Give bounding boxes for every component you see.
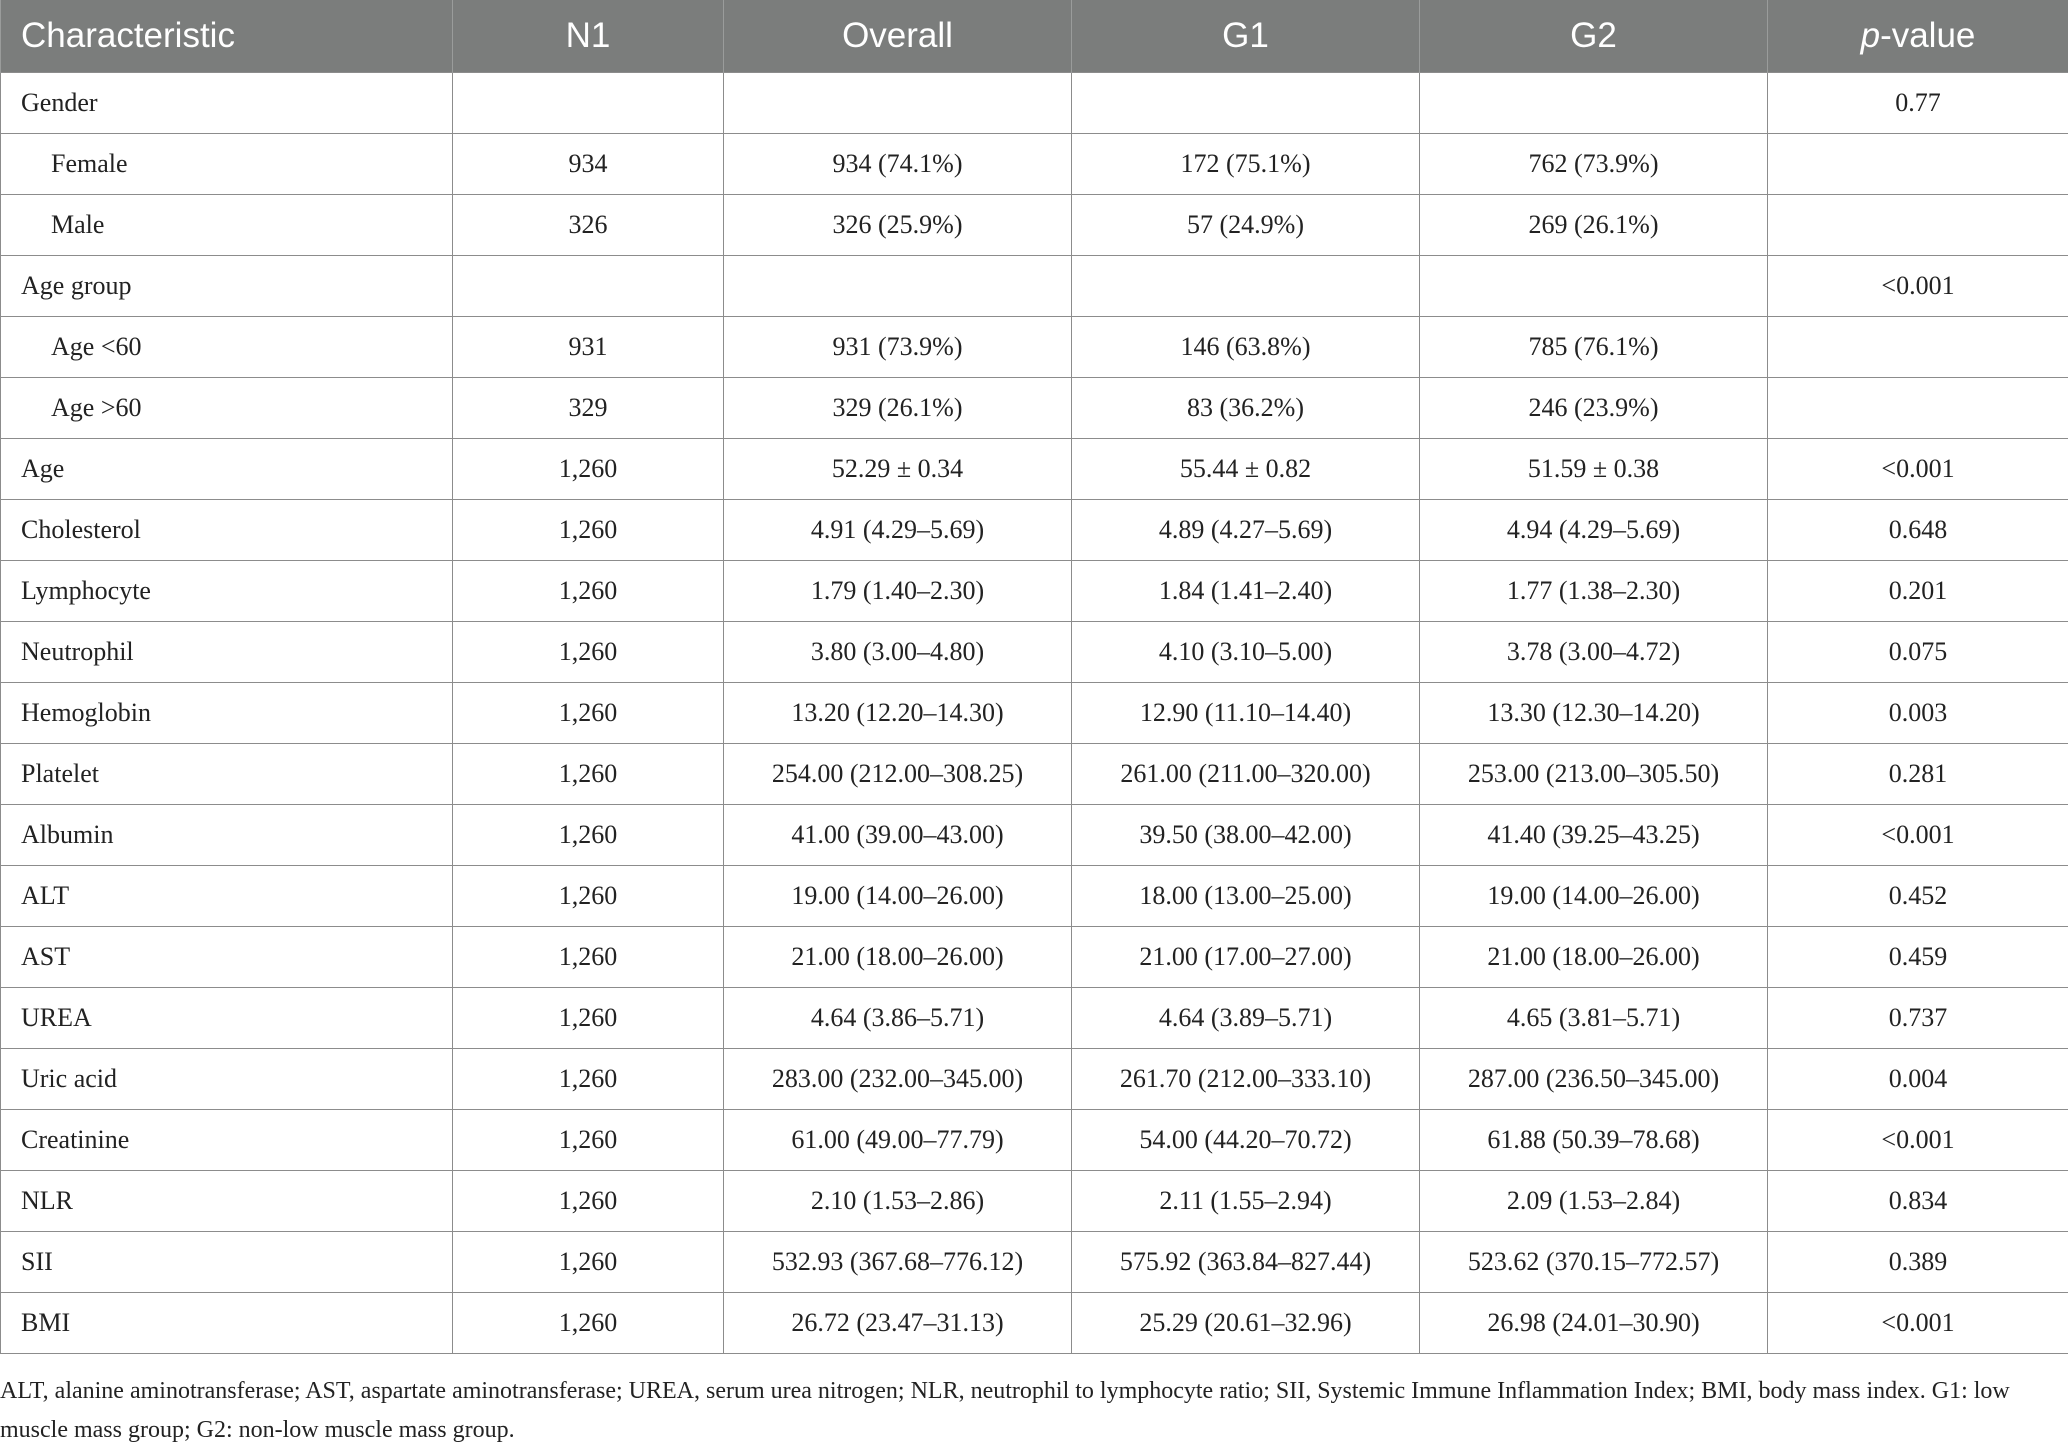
table-row [1, 805, 2068, 866]
characteristic-cell: Age [1, 439, 453, 500]
table-row [1, 1049, 2068, 1110]
overall-cell: 13.20 (12.20–14.30) [724, 683, 1072, 744]
p-value-cell: 0.77 [1768, 73, 2068, 134]
p-value-cell: <0.001 [1768, 1293, 2068, 1354]
characteristic-cell: ALT [1, 866, 453, 927]
g1-cell: 146 (63.8%) [1072, 317, 1420, 378]
table-body [1, 73, 2068, 1354]
g2-cell: 26.98 (24.01–30.90) [1420, 1293, 1768, 1354]
characteristic-cell: Cholesterol [1, 500, 453, 561]
g1-cell: 57 (24.9%) [1072, 195, 1420, 256]
g2-cell: 1.77 (1.38–2.30) [1420, 561, 1768, 622]
n1-cell: 1,260 [453, 1171, 724, 1232]
overall-cell: 3.80 (3.00–4.80) [724, 622, 1072, 683]
characteristic-cell: UREA [1, 988, 453, 1049]
overall-cell: 26.72 (23.47–31.13) [724, 1293, 1072, 1354]
n1-cell: 1,260 [453, 1232, 724, 1293]
g1-cell: 21.00 (17.00–27.00) [1072, 927, 1420, 988]
g2-cell: 13.30 (12.30–14.20) [1420, 683, 1768, 744]
table-row [1, 622, 2068, 683]
p-value-cell: <0.001 [1768, 805, 2068, 866]
characteristic-cell: Albumin [1, 805, 453, 866]
header-p-value [1768, 0, 2068, 73]
g1-cell [1072, 73, 1420, 134]
n1-cell: 1,260 [453, 866, 724, 927]
n1-cell: 1,260 [453, 744, 724, 805]
g1-cell: 2.11 (1.55–2.94) [1072, 1171, 1420, 1232]
n1-cell [453, 73, 724, 134]
overall-cell: 41.00 (39.00–43.00) [724, 805, 1072, 866]
characteristic-cell: Male [1, 195, 453, 256]
header-overall: Overall [724, 0, 1072, 73]
n1-cell [453, 256, 724, 317]
n1-cell: 1,260 [453, 1110, 724, 1171]
g1-cell: 4.89 (4.27–5.69) [1072, 500, 1420, 561]
header-row [1, 0, 2068, 73]
overall-cell: 61.00 (49.00–77.79) [724, 1110, 1072, 1171]
characteristic-cell: Age >60 [1, 378, 453, 439]
table-row [1, 866, 2068, 927]
table-row [1, 927, 2068, 988]
overall-cell: 4.64 (3.86–5.71) [724, 988, 1072, 1049]
overall-cell: 532.93 (367.68–776.12) [724, 1232, 1072, 1293]
p-value-cell [1768, 134, 2068, 195]
p-value-cell: 0.389 [1768, 1232, 2068, 1293]
g1-cell: 261.70 (212.00–333.10) [1072, 1049, 1420, 1110]
overall-cell: 254.00 (212.00–308.25) [724, 744, 1072, 805]
g2-cell: 785 (76.1%) [1420, 317, 1768, 378]
n1-cell: 1,260 [453, 622, 724, 683]
n1-cell: 326 [453, 195, 724, 256]
n1-cell: 1,260 [453, 927, 724, 988]
g1-cell: 4.10 (3.10–5.00) [1072, 622, 1420, 683]
overall-cell: 326 (25.9%) [724, 195, 1072, 256]
overall-cell [724, 73, 1072, 134]
characteristic-cell: SII [1, 1232, 453, 1293]
overall-cell: 19.00 (14.00–26.00) [724, 866, 1072, 927]
p-value-cell: 0.281 [1768, 744, 2068, 805]
g2-cell: 523.62 (370.15–772.57) [1420, 1232, 1768, 1293]
characteristic-cell: Age <60 [1, 317, 453, 378]
characteristic-cell: Gender [1, 73, 453, 134]
characteristic-cell: Neutrophil [1, 622, 453, 683]
p-value-cell: <0.001 [1768, 439, 2068, 500]
overall-cell: 329 (26.1%) [724, 378, 1072, 439]
g2-cell [1420, 73, 1768, 134]
p-value-cell: 0.003 [1768, 683, 2068, 744]
g2-cell: 269 (26.1%) [1420, 195, 1768, 256]
n1-cell: 1,260 [453, 561, 724, 622]
g2-cell: 3.78 (3.00–4.72) [1420, 622, 1768, 683]
header-p-italic: p [1860, 16, 1881, 55]
g1-cell: 261.00 (211.00–320.00) [1072, 744, 1420, 805]
g2-cell: 287.00 (236.50–345.00) [1420, 1049, 1768, 1110]
characteristic-cell: Female [1, 134, 453, 195]
overall-cell: 21.00 (18.00–26.00) [724, 927, 1072, 988]
characteristic-cell: NLR [1, 1171, 453, 1232]
table-row [1, 500, 2068, 561]
g2-cell: 21.00 (18.00–26.00) [1420, 927, 1768, 988]
g1-cell: 12.90 (11.10–14.40) [1072, 683, 1420, 744]
table-row [1, 134, 2068, 195]
characteristic-cell: Age group [1, 256, 453, 317]
g1-cell: 18.00 (13.00–25.00) [1072, 866, 1420, 927]
table-row [1, 439, 2068, 500]
g1-cell: 575.92 (363.84–827.44) [1072, 1232, 1420, 1293]
g1-cell: 54.00 (44.20–70.72) [1072, 1110, 1420, 1171]
characteristic-cell: Creatinine [1, 1110, 453, 1171]
overall-cell: 934 (74.1%) [724, 134, 1072, 195]
p-value-cell: 0.737 [1768, 988, 2068, 1049]
n1-cell: 1,260 [453, 439, 724, 500]
table-row [1, 1110, 2068, 1171]
table-row [1, 73, 2068, 134]
characteristic-cell: Hemoglobin [1, 683, 453, 744]
n1-cell: 934 [453, 134, 724, 195]
p-value-cell: 0.201 [1768, 561, 2068, 622]
characteristic-cell: AST [1, 927, 453, 988]
n1-cell: 329 [453, 378, 724, 439]
header-p-suffix: -value [1880, 16, 1976, 55]
overall-cell: 283.00 (232.00–345.00) [724, 1049, 1072, 1110]
table-row [1, 317, 2068, 378]
table-row [1, 195, 2068, 256]
p-value-cell: <0.001 [1768, 256, 2068, 317]
g2-cell: 19.00 (14.00–26.00) [1420, 866, 1768, 927]
n1-cell: 1,260 [453, 988, 724, 1049]
g2-cell: 4.65 (3.81–5.71) [1420, 988, 1768, 1049]
n1-cell: 1,260 [453, 1293, 724, 1354]
g2-cell: 61.88 (50.39–78.68) [1420, 1110, 1768, 1171]
g2-cell: 2.09 (1.53–2.84) [1420, 1171, 1768, 1232]
g1-cell [1072, 256, 1420, 317]
table-row [1, 561, 2068, 622]
characteristic-cell: Platelet [1, 744, 453, 805]
table-row [1, 378, 2068, 439]
header-characteristic: Characteristic [1, 0, 453, 73]
table-row [1, 988, 2068, 1049]
g1-cell: 25.29 (20.61–32.96) [1072, 1293, 1420, 1354]
header-g1: G1 [1072, 0, 1420, 73]
g1-cell: 4.64 (3.89–5.71) [1072, 988, 1420, 1049]
p-value-cell: 0.834 [1768, 1171, 2068, 1232]
characteristic-cell: Lymphocyte [1, 561, 453, 622]
n1-cell: 1,260 [453, 1049, 724, 1110]
g2-cell: 762 (73.9%) [1420, 134, 1768, 195]
n1-cell: 931 [453, 317, 724, 378]
g1-cell: 172 (75.1%) [1072, 134, 1420, 195]
table-row [1, 744, 2068, 805]
overall-cell: 931 (73.9%) [724, 317, 1072, 378]
g2-cell: 41.40 (39.25–43.25) [1420, 805, 1768, 866]
header-g2: G2 [1420, 0, 1768, 73]
p-value-cell: 0.004 [1768, 1049, 2068, 1110]
p-value-cell [1768, 378, 2068, 439]
n1-cell: 1,260 [453, 805, 724, 866]
p-value-cell [1768, 195, 2068, 256]
p-value-cell: 0.075 [1768, 622, 2068, 683]
table-row [1, 256, 2068, 317]
overall-cell: 1.79 (1.40–2.30) [724, 561, 1072, 622]
p-value-cell: 0.459 [1768, 927, 2068, 988]
p-value-cell [1768, 317, 2068, 378]
g2-cell: 4.94 (4.29–5.69) [1420, 500, 1768, 561]
g1-cell: 1.84 (1.41–2.40) [1072, 561, 1420, 622]
characteristic-cell: Uric acid [1, 1049, 453, 1110]
g2-cell: 253.00 (213.00–305.50) [1420, 744, 1768, 805]
p-value-cell: <0.001 [1768, 1110, 2068, 1171]
p-value-cell: 0.648 [1768, 500, 2068, 561]
table-footnote: ALT, alanine aminotransferase; AST, aspartate aminotransferase; UREA, serum urea nitrogen; NLR, neutrophil to lymphocyte ratio; SII, Systemic Immune Inflammation Index; BMI, body mass index. G1: low muscle mass group; G2: non-low muscle mass group. [0, 1378, 2010, 1443]
g2-cell: 246 (23.9%) [1420, 378, 1768, 439]
overall-cell: 52.29 ± 0.34 [724, 439, 1072, 500]
g2-cell: 51.59 ± 0.38 [1420, 439, 1768, 500]
table-row [1, 1293, 2068, 1354]
g1-cell: 39.50 (38.00–42.00) [1072, 805, 1420, 866]
g2-cell [1420, 256, 1768, 317]
p-value-cell: 0.452 [1768, 866, 2068, 927]
header-n1: N1 [453, 0, 724, 73]
table-row [1, 1232, 2068, 1293]
n1-cell: 1,260 [453, 500, 724, 561]
characteristic-cell: BMI [1, 1293, 453, 1354]
overall-cell [724, 256, 1072, 317]
overall-cell: 4.91 (4.29–5.69) [724, 500, 1072, 561]
table-row [1, 683, 2068, 744]
g1-cell: 55.44 ± 0.82 [1072, 439, 1420, 500]
n1-cell: 1,260 [453, 683, 724, 744]
overall-cell: 2.10 (1.53–2.86) [724, 1171, 1072, 1232]
g1-cell: 83 (36.2%) [1072, 378, 1420, 439]
table-header [1, 0, 2068, 73]
table-row [1, 1171, 2068, 1232]
